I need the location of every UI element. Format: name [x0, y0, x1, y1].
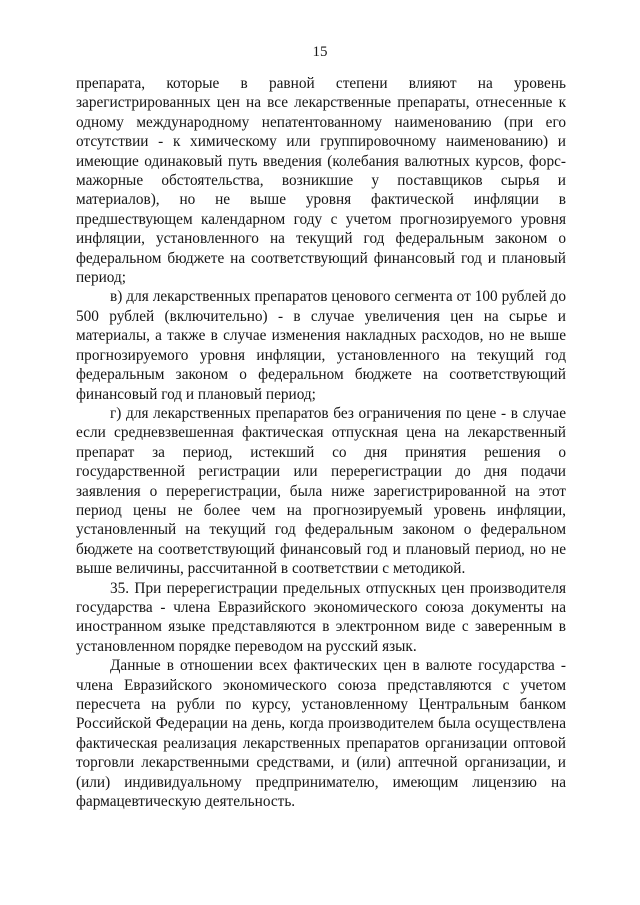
- paragraph-item-g: г) для лекарственных препаратов без ограничения по цене - в случае если средневзвешенная фактическая отпускная цена на лекарственный препарат за период, истекший со дня принятия решения о государственной регистрации или перерегистрации до дня подачи заявления о перерегистрации, была ниже зарегистрированной на этот период цены не более чем на прогнозируемый уровень инфляции, установленный на текущий год федеральным законом о федеральном бюджете на соответствующий финансовый год и плановый период, но не выше величины, рассчитанной в соответствии с методикой.: [76, 404, 566, 578]
- paragraph-item-v: в) для лекарственных препаратов ценового сегмента от 100 рублей до 500 рублей (включительно) - в случае увеличения цен на сырье и материалы, а также в случае изменения накладных расходов, но не выше прогнозируемого уровня инфляции, установленного на текущий год федеральным законом о федеральном бюджете на соответствующий финансовый год и плановый период;: [76, 288, 566, 403]
- paragraph-clause-35: 35. При перерегистрации предельных отпускных цен производителя государства - члена Евразийского экономического союза документы на иностранном языке представляются в электронном виде с заверенным в установленном порядке переводом на русский язык.: [76, 579, 566, 655]
- document-body: [76, 74, 566, 811]
- page-number: 15: [312, 44, 328, 60]
- paragraph-continuation: препарата, которые в равной степени влияют на уровень зарегистрированных цен на все лекарственные препараты, отнесенные к одному международному непатентованному наименованию (при его отсутствии - к химическому или группировочному наименованию) и имеющие одинаковый путь введения (колебания валютных курсов, форс-мажорные обстоятельства, возникшие у поставщиков сырья и материалов), но не выше уровня фактической инфляции в предшествующем календарном году с учетом прогнозируемого уровня инфляции, установленного на текущий год федеральным законом о федеральном бюджете на соответствующий финансовый год и плановый период;: [76, 75, 566, 287]
- paragraph-price-data: Данные в отношении всех фактических цен в валюте государства - члена Евразийского экономического союза представляются с учетом пересчета на рубли по курсу, установленному Центральным банком Российской Федерации на день, когда производителем была осуществлена фактическая реализация лекарственных препаратов организации оптовой торговли лекарственными средствами, и (или) аптечной организации, и (или) индивидуальному предпринимателю, имеющим лицензию на фармацевтическую деятельность.: [76, 657, 566, 811]
